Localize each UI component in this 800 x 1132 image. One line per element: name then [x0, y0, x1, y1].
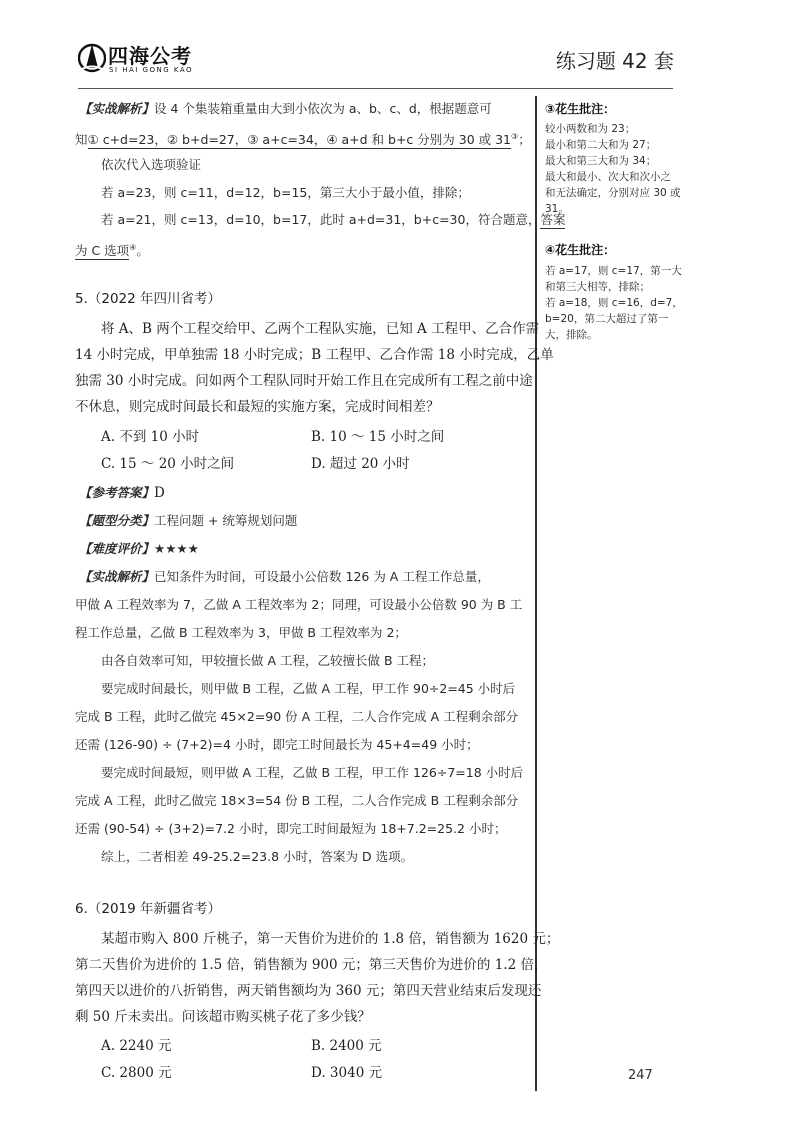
question-stem-line: 14 小时完成，甲单独需 18 小时完成；B 工程甲、乙合作需 18 小时完成，乙单	[75, 347, 554, 363]
question-heading: 6.（2019 年新疆省考）	[75, 901, 222, 917]
analysis-line: 若 a=23，则 c=11，d=12，b=15，第三大小于最小值，排除；	[101, 185, 470, 200]
analysis-line: 知① c+d=23，② b+d=27，③ a+c=34，④ a+d 和 b+c 分别为 30 或 31③；	[75, 132, 531, 148]
underlined-text: ① c+d=23，② b+d=27，③ a+c=34，④ a+d 和 b+c 分别为 30 或 31	[87, 132, 512, 148]
main-column	[75, 0, 566, 1132]
analysis-line: 还需 (126-90) ÷ (7+2)=4 小时，即完工时间最长为 45+4=49 小时；	[75, 737, 479, 752]
note-line: 和第三大相等，排除；	[545, 281, 650, 293]
option-c: C. 2800 元	[101, 1065, 172, 1081]
question-stem-line: 将 A、B 两个工程交给甲、乙两个工程队实施，已知 A 工程甲、乙合作需	[101, 321, 540, 337]
question-type: 工程问题 + 统筹规划问题	[154, 513, 298, 528]
note-title: ③花生批注：	[545, 102, 616, 116]
question-stem-line: 独需 30 小时完成。问如两个工程队同时开始工作且在完成所有工程之前中途	[75, 373, 533, 389]
analysis-line: 【实战解析】设 4 个集装箱重量由大到小依次为 a、b、c、d，根据题意可	[79, 101, 492, 116]
answer-row	[79, 484, 165, 502]
question-stem-line: 第二天售价为进价的 1.5 倍，销售额为 900 元；第三天售价为进价的 1.2 倍，	[75, 957, 548, 973]
analysis-line: 还需 (90-54) ÷ (3+2)=7.2 小时，即完工时间最短为 18+7.2=25.2 小时；	[75, 821, 507, 836]
analysis-line: 要完成时间最长，则甲做 B 工程，乙做 A 工程，甲工作 90÷2=45 小时后	[101, 681, 516, 696]
option-d: D. 3040 元	[311, 1065, 383, 1081]
note-line: 若 a=18，则 c=16，d=7，	[545, 297, 683, 309]
option-a: A. 2240 元	[101, 1038, 172, 1054]
question-heading: 5.（2022 年四川省考）	[75, 291, 222, 307]
analysis-line: 【实战解析】已知条件为时间，可设最小公倍数 126 为 A 工程工作总量，	[79, 569, 490, 584]
note-line: b=20，第二大超过了第一	[545, 313, 669, 325]
option-d: D. 超过 20 小时	[311, 456, 410, 472]
question-stem-line: 剩 50 斤未卖出。问该超市购买桃子花了多少钱？	[75, 1009, 371, 1025]
analysis-line: 若 a=21，则 c=13，d=10，b=17，此时 a+d=31，b+c=30，符合题意，答案	[101, 212, 566, 227]
note-line: 较小两数和为 23；	[545, 123, 636, 135]
page-header-title: 练习题 42 套	[555, 49, 674, 73]
answer-value: D	[154, 485, 165, 501]
analysis-line: 程工作总量，乙做 B 工程效率为 3，甲做 B 工程效率为 2；	[75, 625, 407, 640]
note-line: 最大和第三大和为 34；	[545, 155, 657, 167]
option-a: A. 不到 10 小时	[101, 429, 200, 445]
analysis-line: 综上，二者相差 49-25.2=23.8 小时，答案为 D 选项。	[101, 849, 414, 864]
difficulty-row: 【难度评价】★★★★	[79, 541, 199, 556]
answer-label: 【参考答案】	[79, 485, 155, 500]
logo-text: 四海公考	[108, 44, 192, 68]
question-stem-line: 不休息，则完成时间最长和最短的实施方案，完成时间相差？	[75, 399, 440, 415]
note-line: 和无法确定，分别对应 30 或	[545, 187, 681, 199]
note-marker: ④	[129, 243, 137, 252]
analysis-label: 【实战解析】	[79, 101, 155, 116]
option-b: B. 10 ～ 15 小时之间	[311, 429, 445, 445]
option-c: C. 15 ～ 20 小时之间	[101, 456, 235, 472]
analysis-line: 依次代入选项验证	[101, 157, 202, 172]
side-notes-column	[545, 0, 683, 1132]
difficulty-stars: ★★★★	[154, 541, 199, 556]
logo-subtext: SI HAI GONG KAO	[109, 66, 194, 74]
analysis-line: 完成 A 工程，此时乙做完 18×3=54 份 B 工程，二人合作完成 B 工程剩余部分	[75, 793, 519, 808]
option-b: B. 2400 元	[311, 1038, 382, 1054]
page-number: 247	[628, 1068, 653, 1083]
analysis-line: 由各自效率可知，甲较擅长做 A 工程，乙较擅长做 B 工程；	[101, 653, 435, 668]
note-line: 31。	[545, 203, 569, 215]
type-row: 【题型分类】工程问题 + 统筹规划问题	[79, 513, 298, 528]
analysis-line: 为 C 选项④。	[75, 243, 149, 259]
question-stem-line: 第四天以进价的八折销售，两天销售额均为 360 元；第四天营业结束后发现还	[75, 983, 542, 999]
note-line: 最小和第二大和为 27；	[545, 139, 657, 151]
note-title: ④花生批注：	[545, 243, 616, 257]
note-marker: ③	[511, 132, 519, 141]
note-line: 大，排除。	[545, 329, 598, 341]
analysis-line: 甲做 A 工程效率为 7，乙做 A 工程效率为 2；同理，可设最小公倍数 90 为 B 工	[75, 597, 523, 612]
note-line: 最大和最小、次大和次小之	[545, 171, 671, 183]
note-line: 若 a=17，则 c=17，第一大	[545, 265, 682, 277]
analysis-line: 要完成时间最短，则甲做 A 工程，乙做 B 工程，甲工作 126÷7=18 小时后	[101, 765, 524, 780]
analysis-line: 完成 B 工程，此时乙做完 45×2=90 份 A 工程，二人合作完成 A 工程剩余部分	[75, 709, 519, 724]
question-stem-line: 某超市购入 800 斤桃子，第一天售价为进价的 1.8 倍，销售额为 1620 元；	[101, 931, 560, 947]
